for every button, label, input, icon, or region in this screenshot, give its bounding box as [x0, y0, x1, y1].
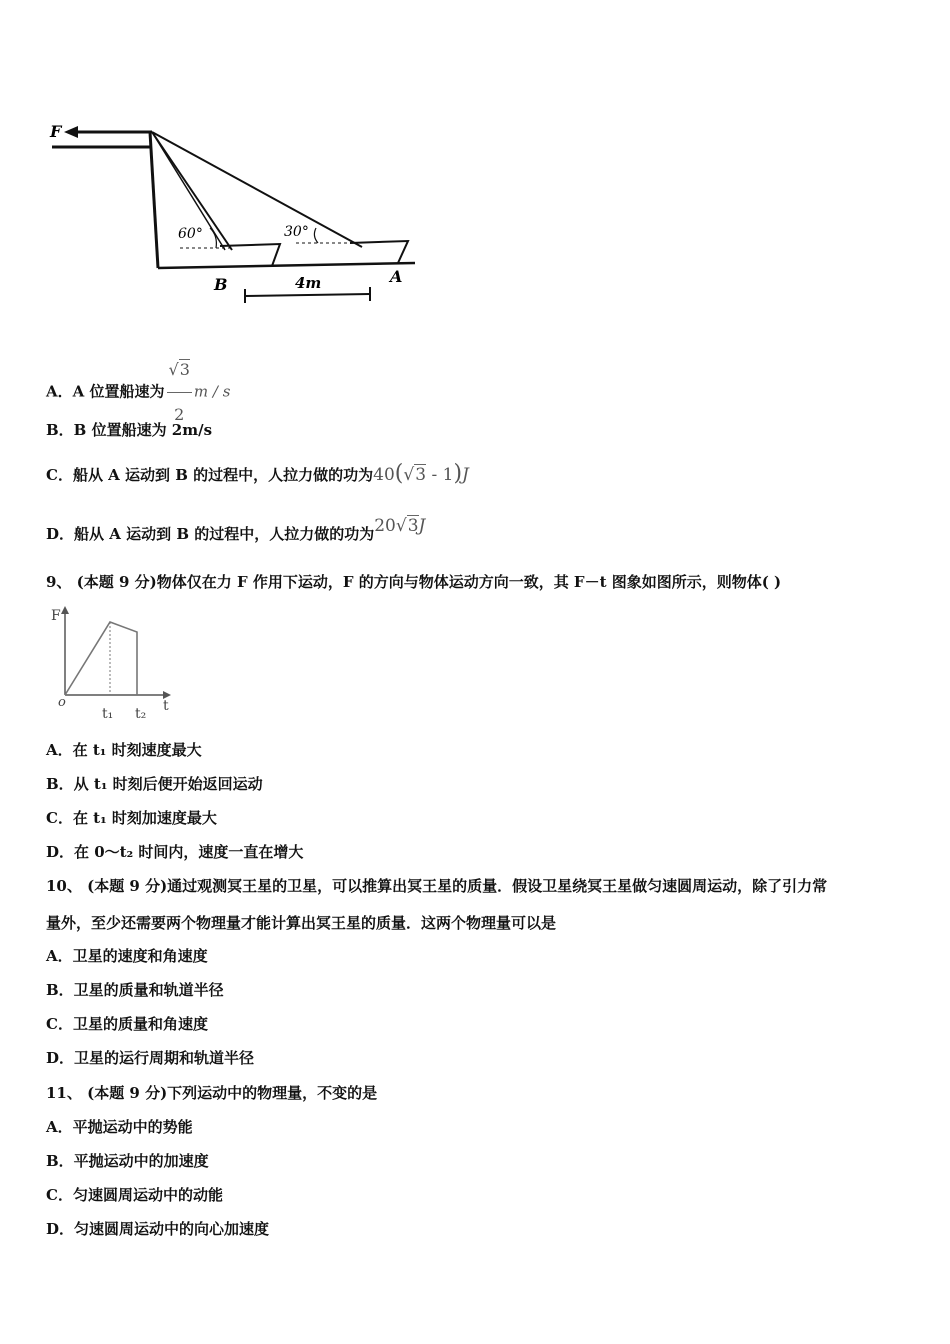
- point-B-label: B: [214, 275, 228, 294]
- q10-option-B: B．卫星的质量和轨道半径: [46, 981, 224, 999]
- q8-option-C-text: C．船从 A 运动到 B 的过程中，人拉力做的功为: [46, 466, 374, 484]
- graph-y-label: F: [51, 608, 61, 624]
- q8-option-A-unit: m / s: [193, 382, 231, 401]
- q10-option-A: A．卫星的速度和角速度: [46, 947, 208, 965]
- q11-option-B: B．平抛运动中的加速度: [46, 1152, 209, 1170]
- q8-option-C-unit: J: [462, 465, 469, 485]
- graph-origin-label: o: [58, 695, 66, 710]
- q11-option-A: A．平抛运动中的势能: [46, 1118, 193, 1136]
- q9-option-D: D．在 0～t₂ 时间内，速度一直在增大: [46, 843, 304, 861]
- q8-option-A-num: 3: [179, 360, 190, 379]
- q10-option-C: C．卫星的质量和角速度: [46, 1015, 208, 1033]
- distance-label: 4m: [295, 274, 322, 292]
- q8-option-D-unit: J: [418, 516, 426, 536]
- q8-option-C-root: 3: [415, 465, 427, 485]
- q8-option-A-text: A．A 位置船速为: [46, 382, 165, 401]
- q10-stem-line1: 10、 (本题 9 分)通过观测冥王星的卫星，可以推算出冥王星的质量．假设卫星绕冥王星做匀速圆周运动，除了引力常: [46, 877, 828, 895]
- q8-option-D-root: 3: [407, 516, 419, 536]
- point-A-label: A: [390, 267, 403, 286]
- angle-60-label: 60°: [178, 226, 203, 242]
- q8-option-C-minus: - 1: [426, 465, 454, 485]
- graph-t1-label: t₁: [102, 706, 114, 722]
- q8-option-A-den: 2: [174, 405, 185, 424]
- q8-option-C-coef: 40: [373, 465, 395, 485]
- q8-option-D-text: D．船从 A 运动到 B 的过程中，人拉力做的功为: [46, 525, 375, 543]
- q11-option-C: C．匀速圆周运动中的动能: [46, 1186, 223, 1204]
- q9-option-B: B．从 t₁ 时刻后便开始返回运动: [46, 775, 263, 793]
- q11-stem: 11、 (本题 9 分)下列运动中的物理量，不变的是: [46, 1084, 378, 1102]
- q11-option-D: D．匀速圆周运动中的向心加速度: [46, 1220, 270, 1238]
- q8-option-D: D．船从 A 运动到 B 的过程中，人拉力做的功为20√3J: [46, 516, 426, 543]
- angle-30-label: 30°: [284, 224, 309, 240]
- graph-t2-label: t₂: [135, 706, 147, 722]
- f-t-graph: [40, 600, 190, 725]
- q9-option-C: C．在 t₁ 时刻加速度最大: [46, 809, 217, 827]
- q8-option-A-fraction: $\frac{√3}{2}$: [167, 348, 192, 437]
- boat-rope-figure: [40, 110, 430, 310]
- q10-option-D: D．卫星的运行周期和轨道半径: [46, 1049, 255, 1067]
- q8-option-B: B．B 位置船速为 2m/s: [46, 421, 213, 439]
- q10-stem-line2: 量外，至少还需要两个物理量才能计算出冥王星的质量．这两个物理量可以是: [46, 914, 557, 932]
- force-label-F: F: [50, 122, 62, 141]
- graph-x-label: t: [163, 698, 169, 714]
- q9-stem: 9、 (本题 9 分)物体仅在力 F 作用下运动，F 的方向与物体运动方向一致，其 F－t 图象如图所示，则物体( ): [46, 573, 782, 591]
- q9-option-A: A．在 t₁ 时刻速度最大: [46, 741, 202, 759]
- q8-option-C: C．船从 A 运动到 B 的过程中，人拉力做的功为40(√3 - 1)J: [46, 461, 469, 486]
- q8-option-D-coef: 20: [374, 516, 396, 536]
